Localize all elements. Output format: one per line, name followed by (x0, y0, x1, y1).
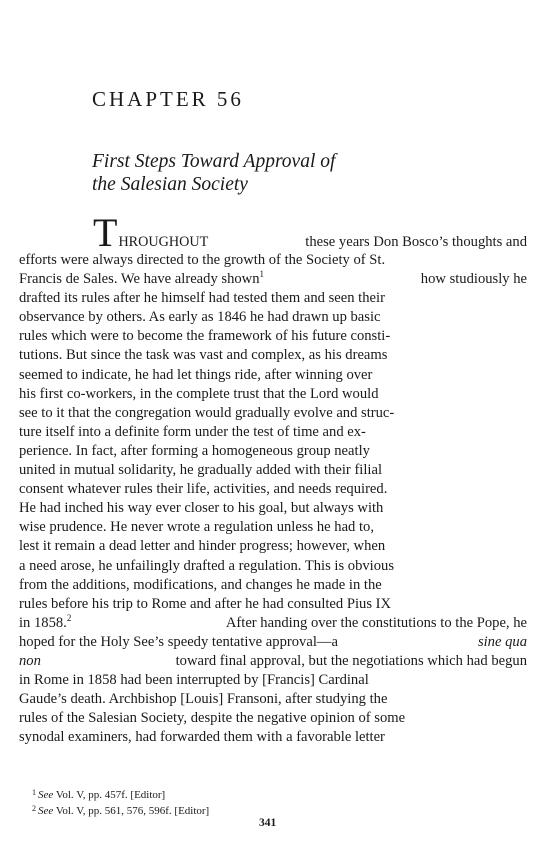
line-text-with-footnote (19, 614, 71, 633)
line-text: synodal examiners, had forwarded them with a favorable letter (19, 729, 385, 746)
footnotes (32, 786, 209, 818)
line-text: drafted its rules after he himself had tested them and seen their (19, 290, 385, 307)
text-line (19, 346, 527, 365)
text-line (19, 423, 527, 442)
footnote-see: See (38, 789, 54, 801)
line-text: rules of the Salesian Society, despite the negative opinion of some (19, 710, 406, 727)
text-line (19, 690, 527, 709)
text-line (19, 404, 527, 423)
text-line (19, 327, 527, 346)
line-text: Gaude’s death. Archbishop [Louis] Fransoni, after studying the (19, 691, 388, 708)
text-line (19, 709, 527, 728)
text-line (19, 728, 527, 747)
italic-phrase: non (19, 652, 41, 669)
text-line (19, 366, 527, 385)
text-line (19, 652, 527, 671)
line-text: from the additions, modifications, and changes he made in the (19, 576, 382, 593)
line-text: He had inched his way ever closer to his goal, but always with (19, 500, 384, 517)
footnote-text: Vol. V, pp. 561, 576, 596f. [Editor] (55, 805, 210, 817)
footnote-text: Vol. V, pp. 457f. [Editor] (55, 789, 166, 801)
line-text: ture itself into a definite form under the test of time and ex- (19, 423, 366, 440)
opening-words (93, 214, 208, 251)
text-line (19, 518, 527, 537)
text-line (19, 442, 527, 461)
italic-phrase: sine qua (477, 633, 527, 650)
line-text: his first co-workers, in the complete trust that the Lord would (19, 385, 379, 402)
text-line (19, 270, 527, 289)
page-number: 341 (259, 817, 277, 829)
footnote-ref: 1 (259, 270, 264, 280)
footnote (32, 786, 209, 802)
line-text: efforts were always directed to the growth of the Society of St. (19, 252, 386, 268)
line-text: observance by others. As early as 1846 he had drawn up basic (19, 309, 381, 326)
line-text: in 1858. (19, 614, 67, 631)
line-text: how studiously he (420, 271, 527, 288)
line-text: see to it that the congregation would gradually evolve and struc- (19, 404, 395, 421)
text-line (19, 537, 527, 556)
chapter-title-line-2: the Salesian Society (92, 174, 248, 195)
text-line (19, 289, 527, 308)
chapter-title (92, 150, 335, 196)
footnote (32, 802, 209, 818)
footnote-number: 2 (32, 804, 36, 813)
text-line (19, 251, 527, 270)
line-text: in Rome in 1858 had been interrupted by [Francis] Cardinal (19, 672, 369, 689)
line-text: these years Don Bosco’s thoughts and (305, 234, 527, 250)
text-line (19, 308, 527, 327)
line-text: lest it remain a dead letter and hinder progress; however, when (19, 538, 386, 555)
text-line (19, 595, 527, 614)
text-line (19, 214, 527, 251)
line-text: toward final approval, but the negotiations which had begun (175, 652, 527, 669)
chapter-heading: CHAPTER 56 (92, 87, 244, 111)
line-text: After handing over the constitutions to the Pope, he (225, 614, 527, 631)
text-line (19, 499, 527, 518)
text-line (19, 633, 527, 652)
line-text: rules before his trip to Rome and after he had consulted Pius IX (19, 595, 392, 612)
line-text: wise prudence. He never wrote a regulation unless he had to, (19, 519, 374, 536)
line-text: a need arose, he unfailingly drafted a regulation. This is obvious (19, 557, 395, 574)
line-text: rules which were to become the framework of his future consti- (19, 328, 391, 345)
line-text: Francis de Sales. We have already shown (19, 271, 260, 288)
text-line (19, 480, 527, 499)
chapter-title-line-1: First Steps Toward Approval of (92, 151, 336, 172)
line-text: hoped for the Holy See’s speedy tentative approval—a (19, 633, 338, 650)
text-line (19, 461, 527, 480)
body-text (19, 214, 527, 747)
footnote-ref: 2 (66, 613, 72, 623)
text-line (19, 557, 527, 576)
footnote-see: See (38, 805, 54, 817)
line-text: united in mutual solidarity, he gradually added with their filial (19, 462, 382, 479)
text-line (19, 614, 527, 633)
footnote-number: 1 (32, 788, 36, 797)
line-text: seemed to indicate, he had let things ride, after winning over (19, 366, 373, 383)
drop-cap: T (93, 214, 118, 251)
line-text: consent whatever rules their life, activities, and needs required. (19, 481, 388, 498)
line-text: perience. In fact, after forming a homogeneous group neatly (19, 442, 370, 459)
opening-caps: HROUGHOUT (118, 234, 209, 250)
text-line (19, 385, 527, 404)
text-line (19, 671, 527, 690)
line-text: tutions. But since the task was vast and complex, as his dreams (19, 347, 388, 364)
text-line (19, 576, 527, 595)
line-text-with-footnote (19, 270, 264, 289)
